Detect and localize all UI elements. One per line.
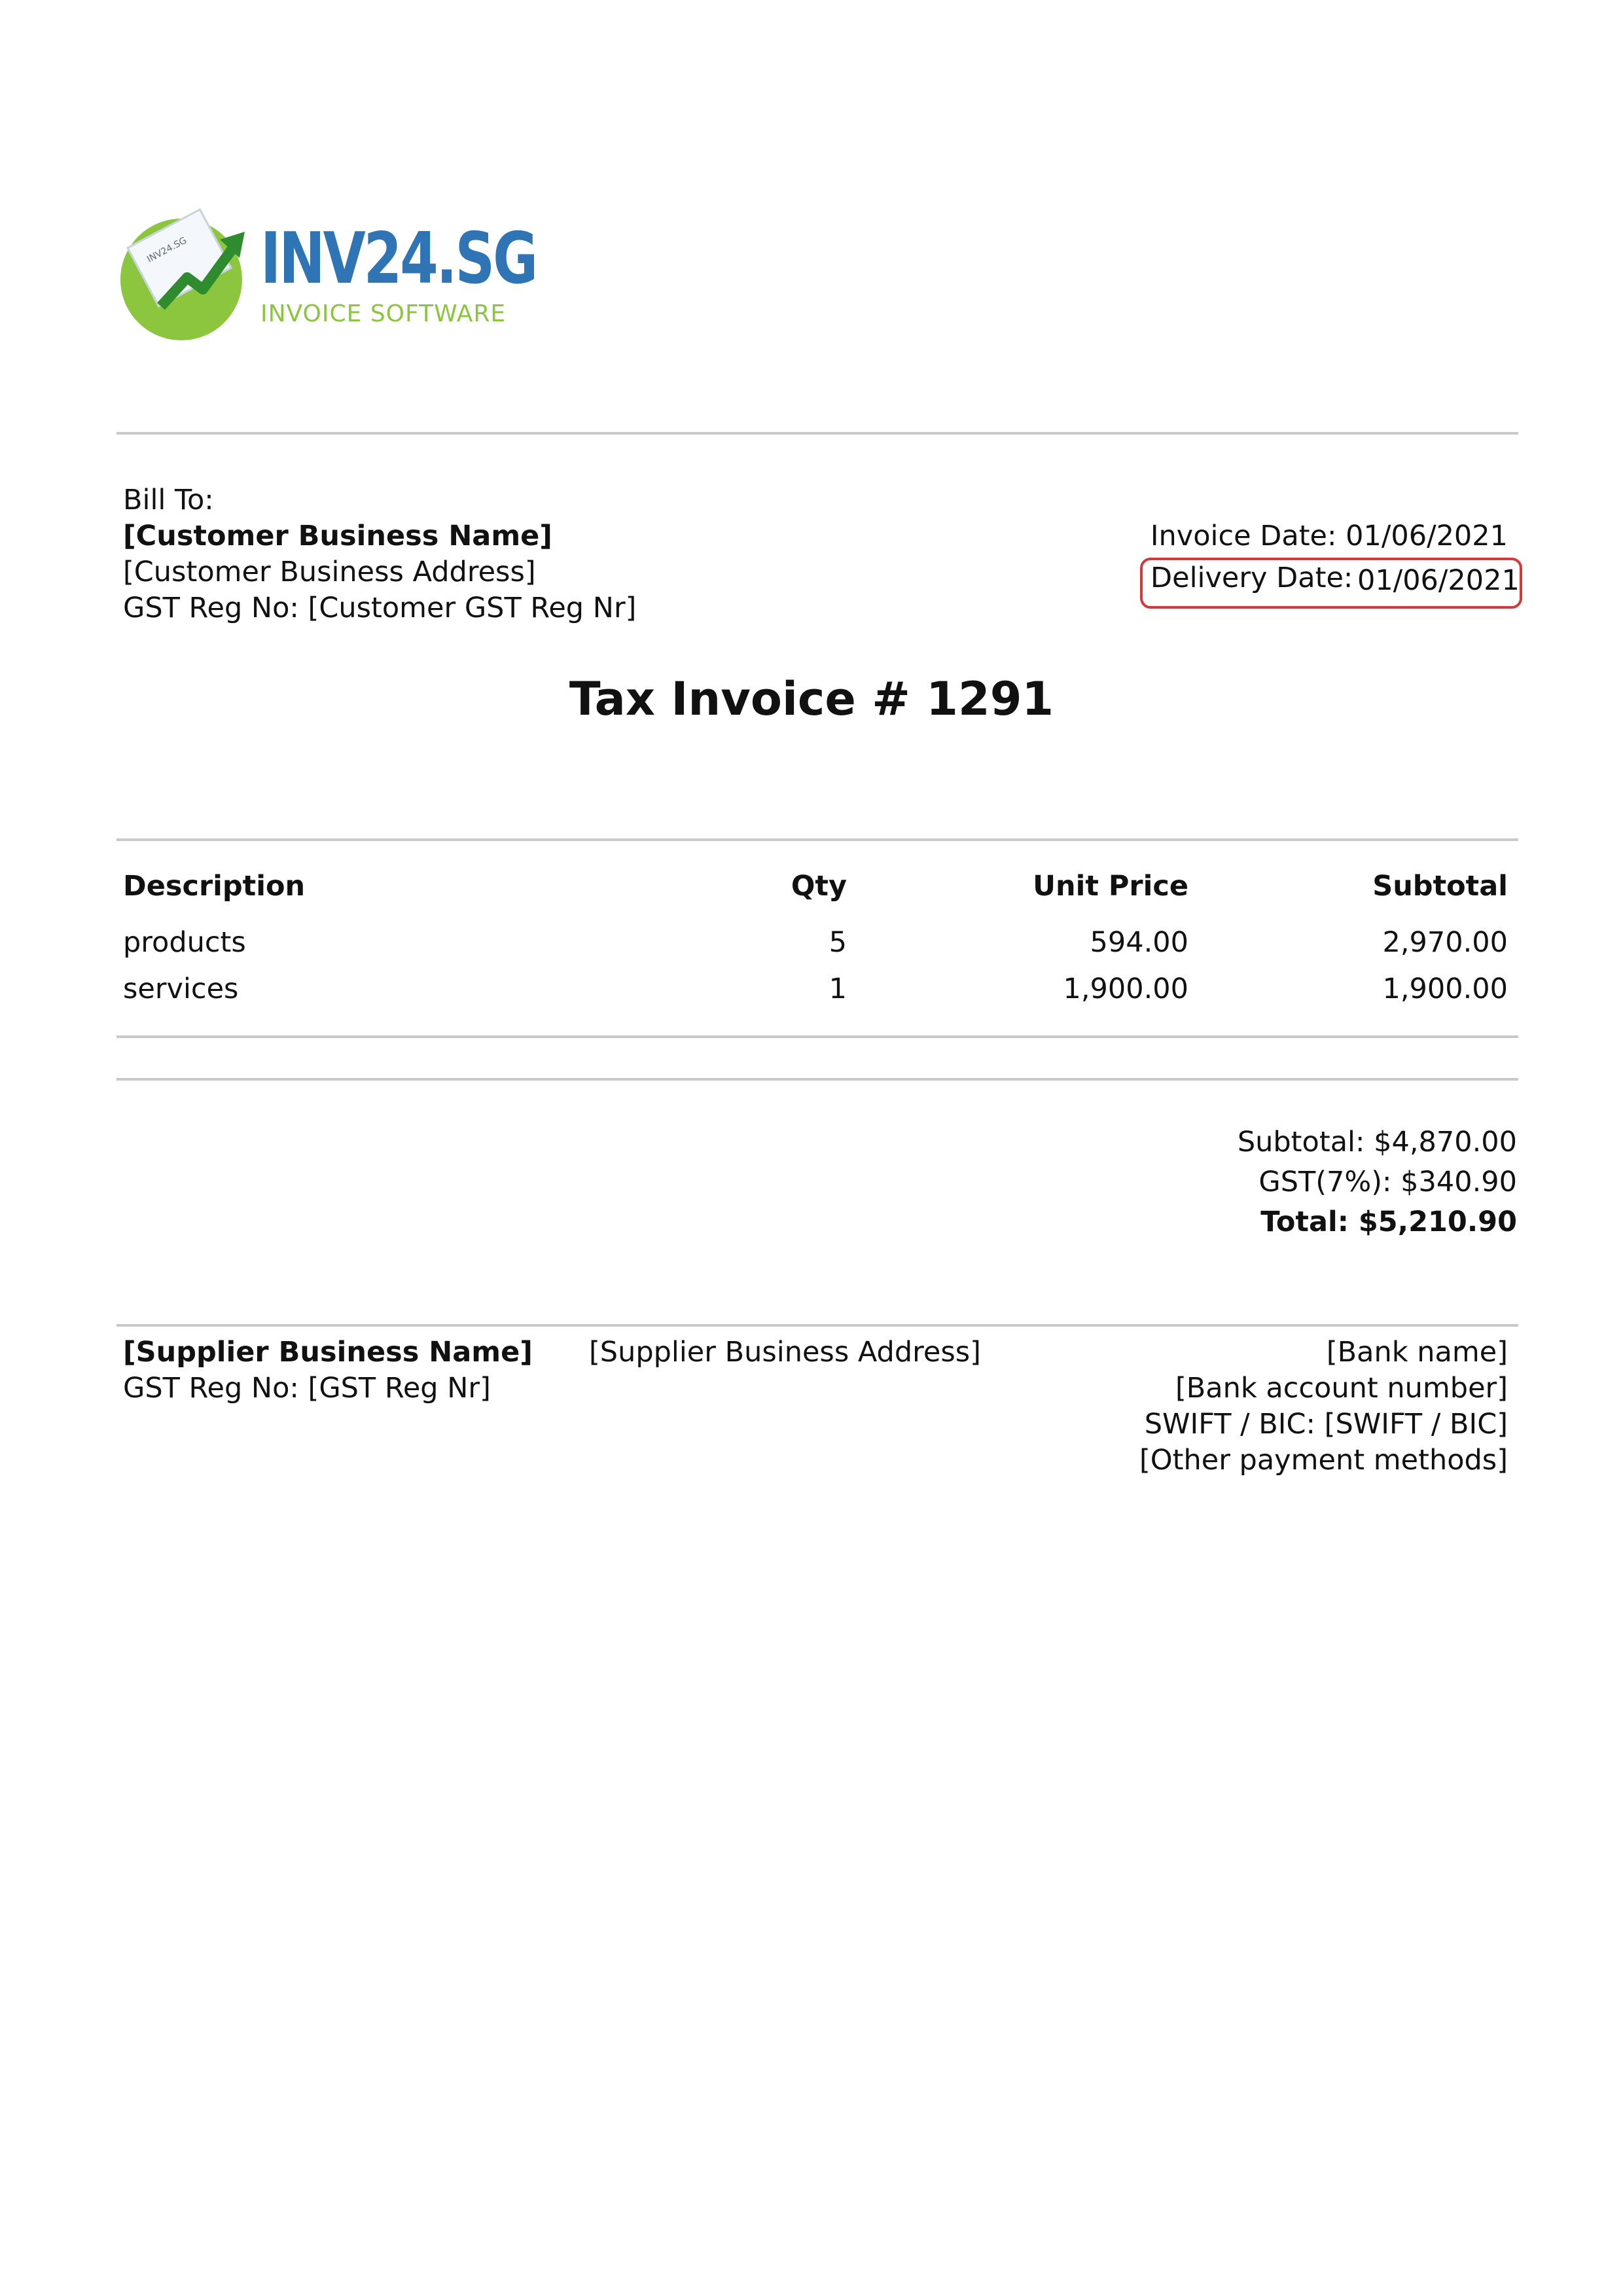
row-2-subtotal: 1,900.00 [1382,973,1508,1005]
row-1-unit-price: 594.00 [1090,926,1188,959]
invoice-date: Invoice Date: 01/06/2021 [1150,520,1508,552]
row-2-unit-price: 1,900.00 [1063,973,1188,1005]
row-1-qty: 5 [829,926,847,959]
logo-paper-text: INV24.SG [145,235,189,265]
logo-brand-text: INV24.SG [260,218,537,300]
row-1-description: products [123,926,246,959]
header-qty: Qty [791,870,847,903]
other-payment-methods: [Other payment methods] [1139,1444,1508,1477]
totals-top-divider [116,1078,1518,1081]
customer-gst: GST Reg No: [Customer GST Reg Nr] [123,592,637,624]
logo-tagline: INVOICE SOFTWARE [260,300,507,327]
header-description: Description [123,870,306,903]
totals-total: Total: $5,210.90 [1260,1206,1517,1238]
table-bottom-divider [116,1035,1518,1038]
header-subtotal: Subtotal [1372,870,1508,903]
header-divider [116,432,1518,435]
customer-address: [Customer Business Address] [123,556,536,588]
delivery-date-label: Delivery Date: [1150,562,1353,594]
supplier-gst: GST Reg No: [GST Reg Nr] [123,1372,491,1405]
footer-divider [116,1324,1518,1327]
swift-bic: SWIFT / BIC: [SWIFT / BIC] [1144,1408,1508,1441]
bank-name: [Bank name] [1326,1336,1508,1369]
delivery-date-value: 01/06/2021 [1357,564,1520,597]
bank-account: [Bank account number] [1175,1372,1508,1405]
totals-subtotal: Subtotal: $4,870.00 [1237,1126,1517,1158]
row-2-description: services [123,973,239,1005]
header-unit-price: Unit Price [1033,870,1188,903]
row-2-qty: 1 [829,973,847,1005]
invoice-title: Tax Invoice # 1291 [569,672,1054,726]
supplier-address: [Supplier Business Address] [589,1336,981,1369]
totals-gst: GST(7%): $340.90 [1258,1166,1517,1198]
trend-arrow-icon [157,223,249,314]
table-top-divider [116,838,1518,841]
company-logo [118,209,537,347]
bill-to-label: Bill To: [123,484,214,516]
row-1-subtotal: 2,970.00 [1382,926,1508,959]
customer-name: [Customer Business Name] [123,520,552,552]
supplier-name: [Supplier Business Name] [123,1336,533,1369]
